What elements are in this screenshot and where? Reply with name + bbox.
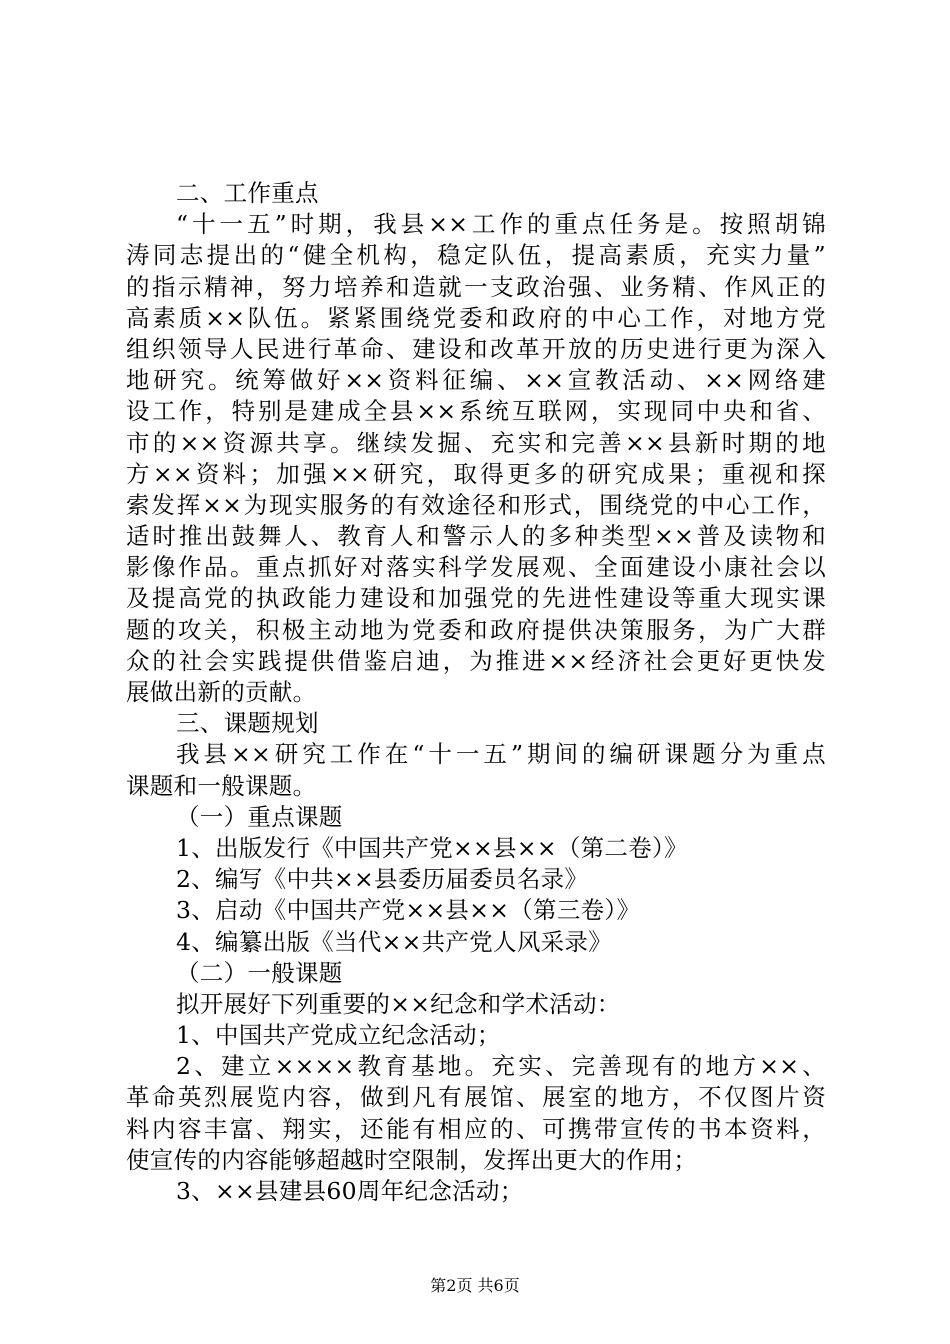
text-line: 料内容丰富、翔实，还能有相应的、可携带宣传的书本资料， [126,1114,826,1143]
text-line: 拟开展好下列重要的××纪念和学术活动： [176,989,621,1018]
text-line: 1、出版发行《中国共产党××县××（第二卷）》 [176,833,688,862]
text-line: 市的××资源共享。继续发掘、充实和完善××县新时期的地 [126,428,826,457]
text-line: 索发挥××为现实服务的有效途径和形式，围绕党的中心工作， [126,490,826,519]
text-line: 地研究。统筹做好××资料征编、××宣教活动、××网络建 [126,366,826,395]
document-body [126,178,826,1207]
text-line: 4、编纂出版《当代××共产党人风采录》 [176,927,613,956]
text-line: 2、编写《中共××县委历届委员名录》 [176,865,589,894]
text-line: 我县××研究工作在“十一五”期间的编研课题分为重点 [176,740,826,769]
text-line: 组织领导人民进行革命、建设和改革开放的历史进行更为深入 [126,334,826,363]
text-line: 设工作，特别是建成全县××系统互联网，实现同中央和省、 [126,397,826,426]
text-line: 的指示精神，努力培养和造就一支政治强、业务精、作风正的 [126,272,826,301]
text-line: “十一五”时期，我县××工作的重点任务是。按照胡锦 [176,210,826,239]
text-line: 三、课题规划 [176,709,319,738]
text-line: 革命英烈展览内容，做到凡有展馆、展室的地方，不仅图片资 [126,1083,826,1112]
text-line: 方××资料；加强××研究，取得更多的研究成果；重视和探 [126,459,826,488]
text-line: 2、建立××××教育基地。充实、完善现有的地方××、 [176,1052,826,1081]
text-line: 涛同志提出的“健全机构，稳定队伍，提高素质，充实力量” [126,241,826,270]
text-line: 1、中国共产党成立纪念活动； [176,1021,501,1050]
text-line: （一）重点课题 [176,802,343,831]
text-line: 使宣传的内容能够超越时空限制，发挥出更大的作用； [126,1145,698,1174]
text-line: 3、××县建县60周年纪念活动； [176,1177,524,1205]
text-line: 二、工作重点 [176,179,319,207]
text-line: 及提高党的执政能力建设和加强党的先进性建设等重大现实课 [126,584,826,613]
text-line: 高素质××队伍。紧紧围绕党委和政府的中心工作，对地方党 [126,303,826,332]
text-line: 题的攻关，积极主动地为党委和政府提供决策服务，为广大群 [126,615,826,644]
text-line: 影像作品。重点抓好对落实科学发展观、全面建设小康社会以 [126,553,826,582]
text-line: 众的社会实践提供借鉴启迪，为推进××经济社会更好更快发 [126,646,826,675]
text-line: 适时推出鼓舞人、教育人和警示人的多种类型××普及读物和 [126,522,826,551]
text-line: 展做出新的贡献。 [126,678,317,706]
page-footer: 第2页 共6页 [430,1276,520,1295]
text-line: （二）一般课题 [176,958,343,987]
text-line: 课题和一般课题。 [126,771,317,800]
text-line: 3、启动《中国共产党××县××（第三卷）》 [176,896,641,925]
